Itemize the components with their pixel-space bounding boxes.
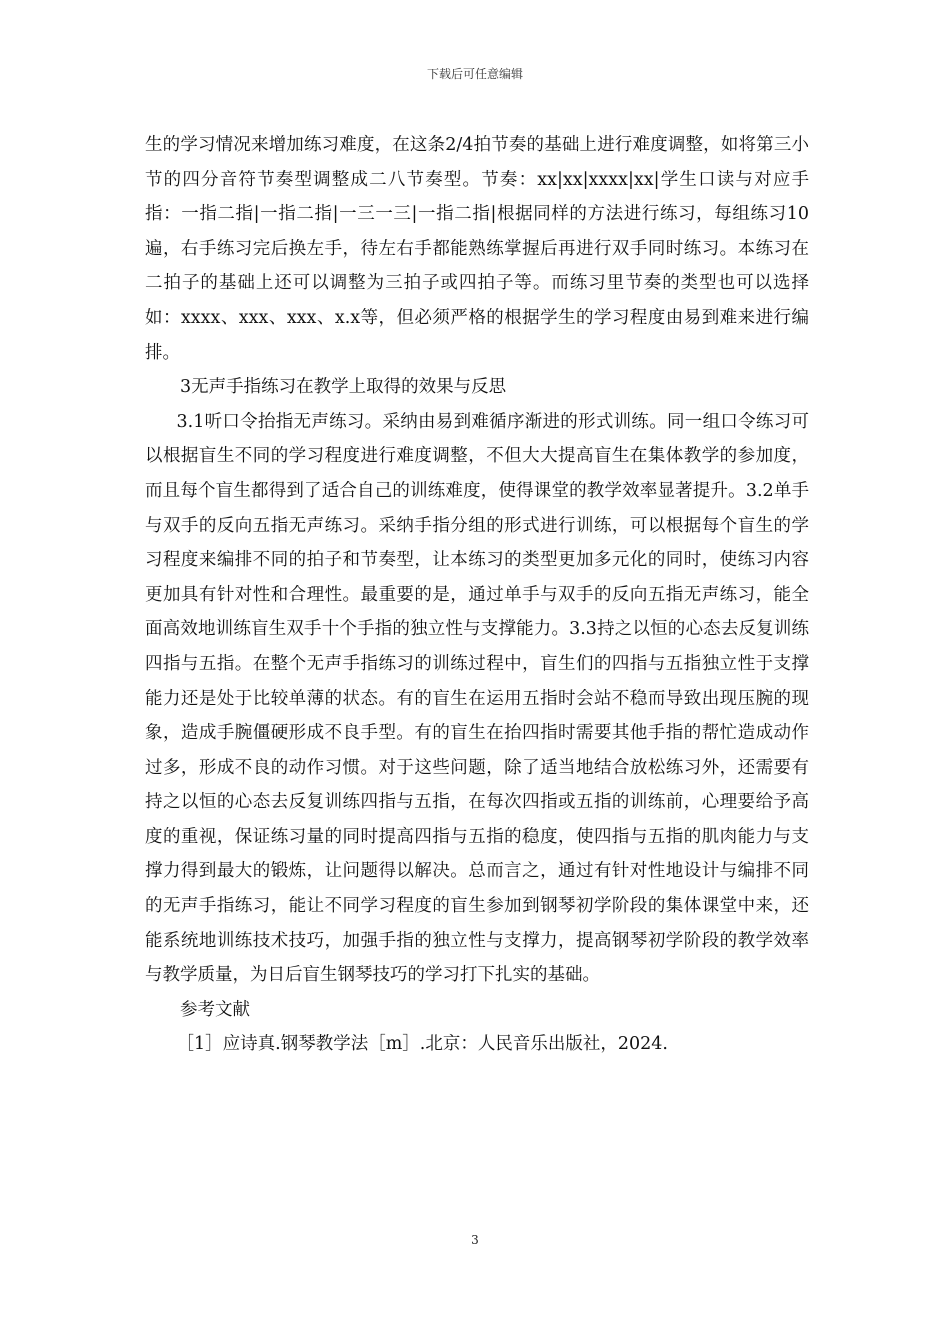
document-body [145, 128, 809, 1062]
paragraph-rhythm-practice: 生的学习情况来增加练习难度，在这条2/4拍节奏的基础上进行难度调整，如将第三小节的四分音符节奏型调整成二八节奏型。节奏：xx|xx|xxxx|xx|学生口读与对应手指：一指二指|一指二指|一三一三|一指二指|根据同样的方法进行练习，每组练习10遍，右手练习完后换左手，待左右手都能熟练掌握后再进行双手同时练习。本练习在二拍子的基础上还可以调整为三拍子或四拍子等。而练习里节奏的类型也可以选择如：xxxx、xxx、xxx、x.x等，但必须严格的根据学生的学习程度由易到难来进行编排。 [145, 135, 809, 363]
reference-item: ［1］应诗真.钢琴教学法［m］.北京：人民音乐出版社，2024. [176, 1034, 668, 1055]
paragraph-effects-reflection: 3.1听口令抬指无声练习。采纳由易到难循序渐进的形式训练。同一组口令练习可以根据盲生不同的学习程度进行难度调整，不但大大提高盲生在集体教学的参加度，而且每个盲生都得到了适合自己的训练难度，使得课堂的教学效率显著提升。3.2单手与双手的反向五指无声练习。采纳手指分组的形式进行训练，可以根据每个盲生的学习程度来编排不同的拍子和节奏型，让本练习的类型更加多元化的同时，使练习内容更加具有针对性和合理性。最重要的是，通过单手与双手的反向五指无声练习，能全面高效地训练盲生双手十个手指的独立性与支撑能力。3.3持之以恒的心态去反复训练四指与五指。在整个无声手指练习的训练过程中，盲生们的四指与五指独立性于支撑能力还是处于比较单薄的状态。有的盲生在运用五指时会站不稳而导致出现压腕的现象，造成手腕僵硬形成不良手型。有的盲生在抬四指时需要其他手指的帮忙造成动作过多，形成不良的动作习惯。对于这些问题，除了适当地结合放松练习外，还需要有持之以恒的心态去反复训练四指与五指，在每次四指或五指的训练前，心理要给予高度的重视，保证练习量的同时提高四指与五指的稳度，使四指与五指的肌肉能力与支撑力得到最大的锻炼，让问题得以解决。总而言之，通过有针对性地设计与编排不同的无声手指练习，能让不同学习程度的盲生参加到钢琴初学阶段的集体课堂中来，还能系统地训练技术技巧，加强手指的独立性与支撑力，提高钢琴初学阶段的教学效率与教学质量，为日后盲生钢琴技巧的学习打下扎实的基础。 [145, 411, 809, 986]
section-heading-3: 3无声手指练习在教学上取得的效果与反思 [180, 377, 507, 398]
references-heading: 参考文献 [180, 999, 250, 1020]
page-number: 3 [471, 1233, 479, 1247]
page-header: 下载后可任意编辑 [426, 67, 523, 81]
